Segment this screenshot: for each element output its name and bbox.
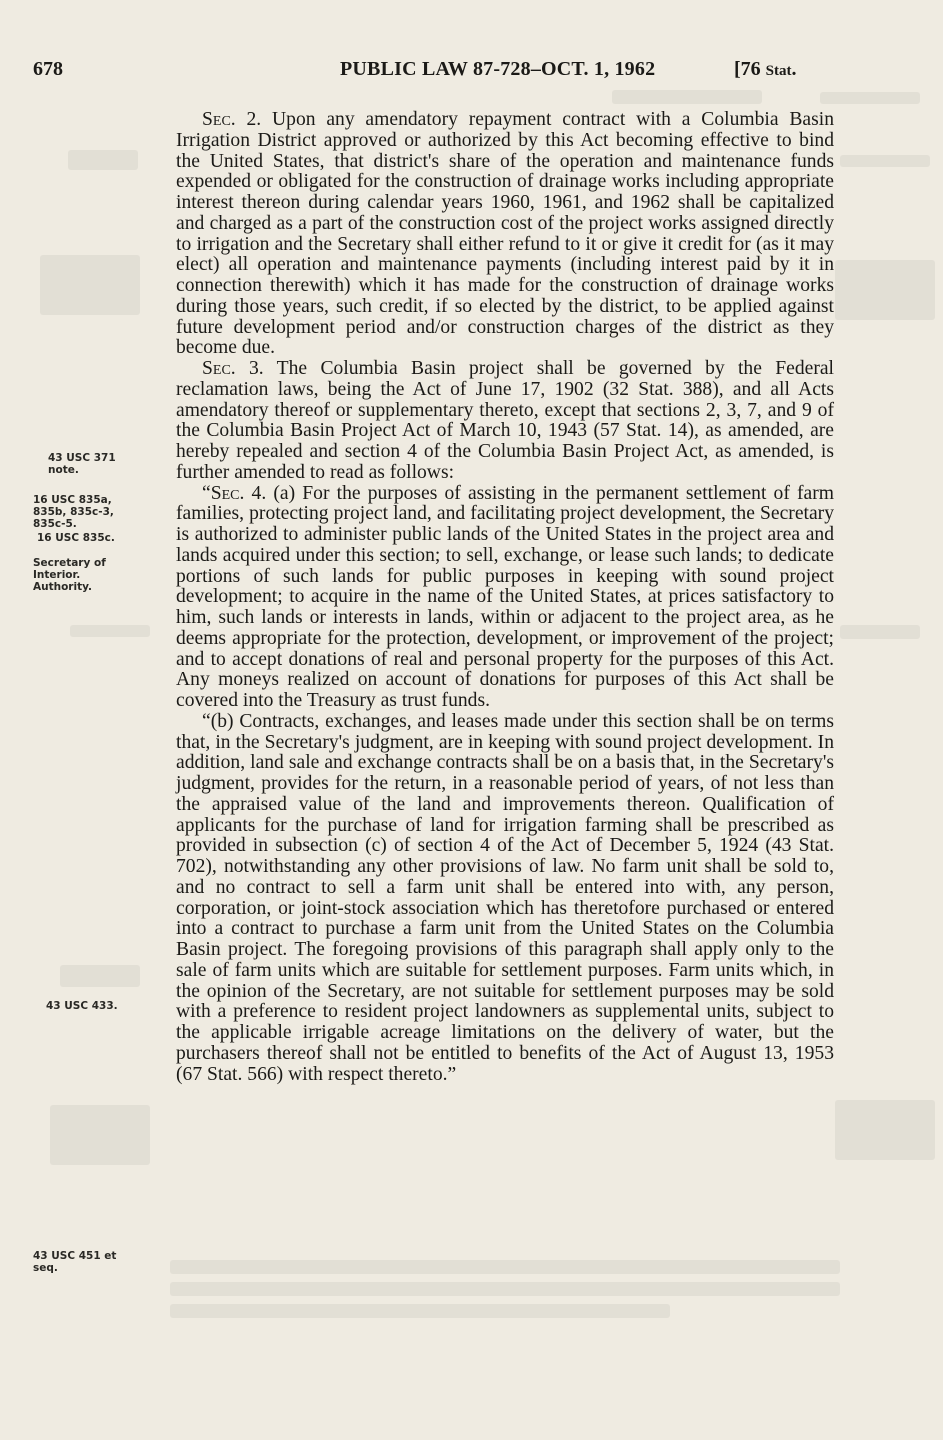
section-3-text: The Columbia Basin project shall be governed by the Federal reclamation laws, being the Act of June 17, 1902 (32 Stat. 388), and all Acts amendatory thereof or supplementary thereto, except that sections 2, 3, 7, and 9 of the Columbia Basin Project Act of March 10, 1943 (57 Stat. 14), as amended, are hereby repealed and section 4 of the Columbia Basin Project Act, as amended, is further amended to read as follows: — [176, 358, 835, 483]
page-number: 678 — [33, 58, 63, 80]
section-2-text: Upon any amendatory repayment contract with a Columbia Basin Irrigation District approved or authorized by this Act becoming effective to bind the United States, that district's share of the operation and maintenance funds expended or obligated for the construction of drainage works including appropriate interest thereon during calendar years 1960, 1961, and 1962 shall be capitalized and charged as a part of the construction cost of the project works assigned directly to irrigation and the Secretary shall either refund to it or give it credit for (as it may elect) all operation and maintenance payments (including interest paid by it in connection therewith) which it has made for the construction of drainage works during those years, such credit, if so elected by the district, to be applied against future development period and/or construction charges of the district as they become due. — [176, 109, 834, 359]
margin-note-secretary-authority: Secretary of Interior. Authority. — [33, 557, 106, 593]
section-4a-paragraph — [176, 484, 834, 712]
stat-close: . — [791, 58, 797, 80]
stat-label: Stat — [765, 63, 792, 79]
section-4a-text: (a) For the purposes of assisting in the permanent settlement of farm families, protecting project land, and facilitating project development, the Secretary is authorized to administer public lands of the United States in the project area and lands acquired under this section; to sell, exchange, or lease such lands; to dedicate portions of such lands for public purposes in keeping with sound project development; to acquire in the name of the United States, at prices satisfactory to him, such lands or interests in lands, within or adjacent to the project area, as he deems appropriate for the protection, development, or improvement of the project; and to accept donations of real and personal property for the purposes of this Act. Any moneys realized on account of donations for purposes of this Act shall be covered into the Treasury as trust funds. — [176, 482, 834, 711]
statute-body — [176, 110, 834, 1085]
margin-note-43-usc-433: 43 USC 433. — [46, 1000, 118, 1012]
section-2-paragraph — [176, 110, 834, 359]
section-2-label: Sec. 2. — [202, 109, 262, 130]
margin-note-43-usc-451: 43 USC 451 et seq. — [33, 1250, 117, 1274]
section-3-paragraph — [176, 359, 834, 484]
section-4b-paragraph: “(b) Contracts, exchanges, and leases made under this section shall be on terms that, in the Secretary's judgment, are in keeping with sound project development. In addition, land sale and exchange contracts shall be on a basis that, in the Secretary's judgment, provides for the return, in a reasonable period of years, of not less than the appraised value of the land and improvements thereon. Qualification of applicants for the purchase of land for irrigation farming shall be prescribed as provided in subsection (c) of section 4 of the Act of December 5, 1924 (43 Stat. 702), notwithstanding any other provisions of law. No farm unit shall be sold to, and no contract to sell a farm unit shall be entered into with, any person, corporation, or joint-stock association which has theretofore purchased or entered into a contract to purchase a farm unit from the United States on the Columbia Basin project. The foregoing provisions of this paragraph shall apply only to the sale of farm units which are suitable for settlement purposes. Farm units which, in the opinion of the Secretary, are not suitable for settlement purposes may be sold with a preference to resident project landowners as supplemental units, subject to the applicable irrigable acreage limitations on the delivery of water, but the purchasers thereof shall not be entitled to benefits of the Act of August 13, 1953 (67 Stat. 566) with respect thereto.” — [176, 710, 834, 1085]
section-4a-label: Sec. 4. — [210, 482, 267, 504]
margin-note-16-usc-835a: 16 USC 835a, 835b, 835c-3, 835c-5. — [33, 494, 114, 530]
running-title: PUBLIC LAW 87-728–OCT. 1, 1962 — [340, 58, 656, 80]
stat-open: [76 — [734, 58, 766, 80]
section-4a-open-quote: “ — [202, 482, 211, 504]
margin-note-43-usc-371: 43 USC 371 note. — [48, 452, 116, 476]
section-3-label: Sec. 3. — [202, 358, 264, 379]
margin-notes — [0, 0, 170, 1440]
margin-note-16-usc-835c: 16 USC 835c. — [37, 532, 115, 544]
statute-reference — [734, 58, 797, 81]
